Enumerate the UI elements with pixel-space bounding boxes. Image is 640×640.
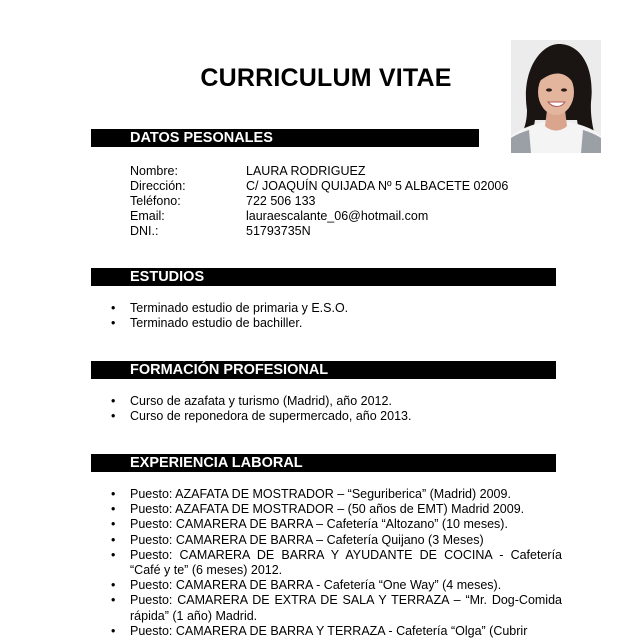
experience-list: [130, 487, 562, 639]
studies-list: [130, 301, 348, 331]
list-item: • Puesto: CAMARERA DE BARRA Y TERRAZA - Cafetería “Olga” (Cubrir: [130, 624, 562, 639]
list-item: • Puesto: CAMARERA DE BARRA – Cafetería “Altozano” (10 meses).: [130, 517, 562, 532]
personal-details: [130, 164, 508, 239]
detail-row-email: [130, 209, 508, 224]
list-item: • Puesto: AZAFATA DE MOSTRADOR – “Seguriberica” (Madrid) 2009.: [130, 487, 562, 502]
section-heading-personal: DATOS PESONALES: [91, 129, 479, 147]
detail-value: C/ JOAQUÍN QUIJADA Nº 5 ALBACETE 02006: [246, 179, 509, 193]
detail-label: DNI.:: [130, 224, 159, 238]
list-item: • Puesto: CAMARERA DE BARRA – Cafetería Quijano (3 Meses): [130, 533, 562, 548]
detail-value: 722 506 133: [246, 194, 316, 208]
detail-label: Email:: [130, 209, 165, 223]
detail-value: lauraescalante_06@hotmail.com: [246, 209, 429, 223]
detail-row-address: [130, 179, 508, 194]
list-item: • Terminado estudio de primaria y E.S.O.: [130, 301, 348, 316]
detail-label: Nombre:: [130, 164, 178, 178]
document-title: CURRICULUM VITAE: [200, 64, 452, 92]
section-heading-experience: EXPERIENCIA LABORAL: [91, 454, 556, 472]
list-item: • Terminado estudio de bachiller.: [130, 316, 348, 331]
detail-value: LAURA RODRIGUEZ: [246, 164, 366, 178]
detail-label: Dirección:: [130, 179, 186, 193]
detail-row-dni: [130, 224, 508, 239]
detail-label: Teléfono:: [130, 194, 181, 208]
list-item: • Puesto: CAMARERA DE EXTRA DE SALA Y TERRAZA – “Mr. Dog-Comida rápida” (1 año) Madrid.: [130, 593, 562, 623]
section-heading-training: FORMACIÓN PROFESIONAL: [91, 361, 556, 379]
list-item: • Curso de reponedora de supermercado, año 2013.: [130, 409, 411, 424]
detail-row-phone: [130, 194, 508, 209]
section-heading-studies: ESTUDIOS: [91, 268, 556, 286]
profile-photo: [511, 40, 601, 153]
detail-row-name: [130, 164, 508, 179]
list-item: • Puesto: AZAFATA DE MOSTRADOR – (50 años de EMT) Madrid 2009.: [130, 502, 562, 517]
list-item: • Curso de azafata y turismo (Madrid), año 2012.: [130, 394, 411, 409]
list-item: • Puesto: CAMARERA DE BARRA - Cafetería “One Way” (4 meses).: [130, 578, 562, 593]
training-list: [130, 394, 411, 424]
list-item: • Puesto: CAMARERA DE BARRA Y AYUDANTE DE COCINA - Cafetería “Café y te” (6 meses) 2012.: [130, 548, 562, 578]
detail-value: 51793735N: [246, 224, 311, 238]
